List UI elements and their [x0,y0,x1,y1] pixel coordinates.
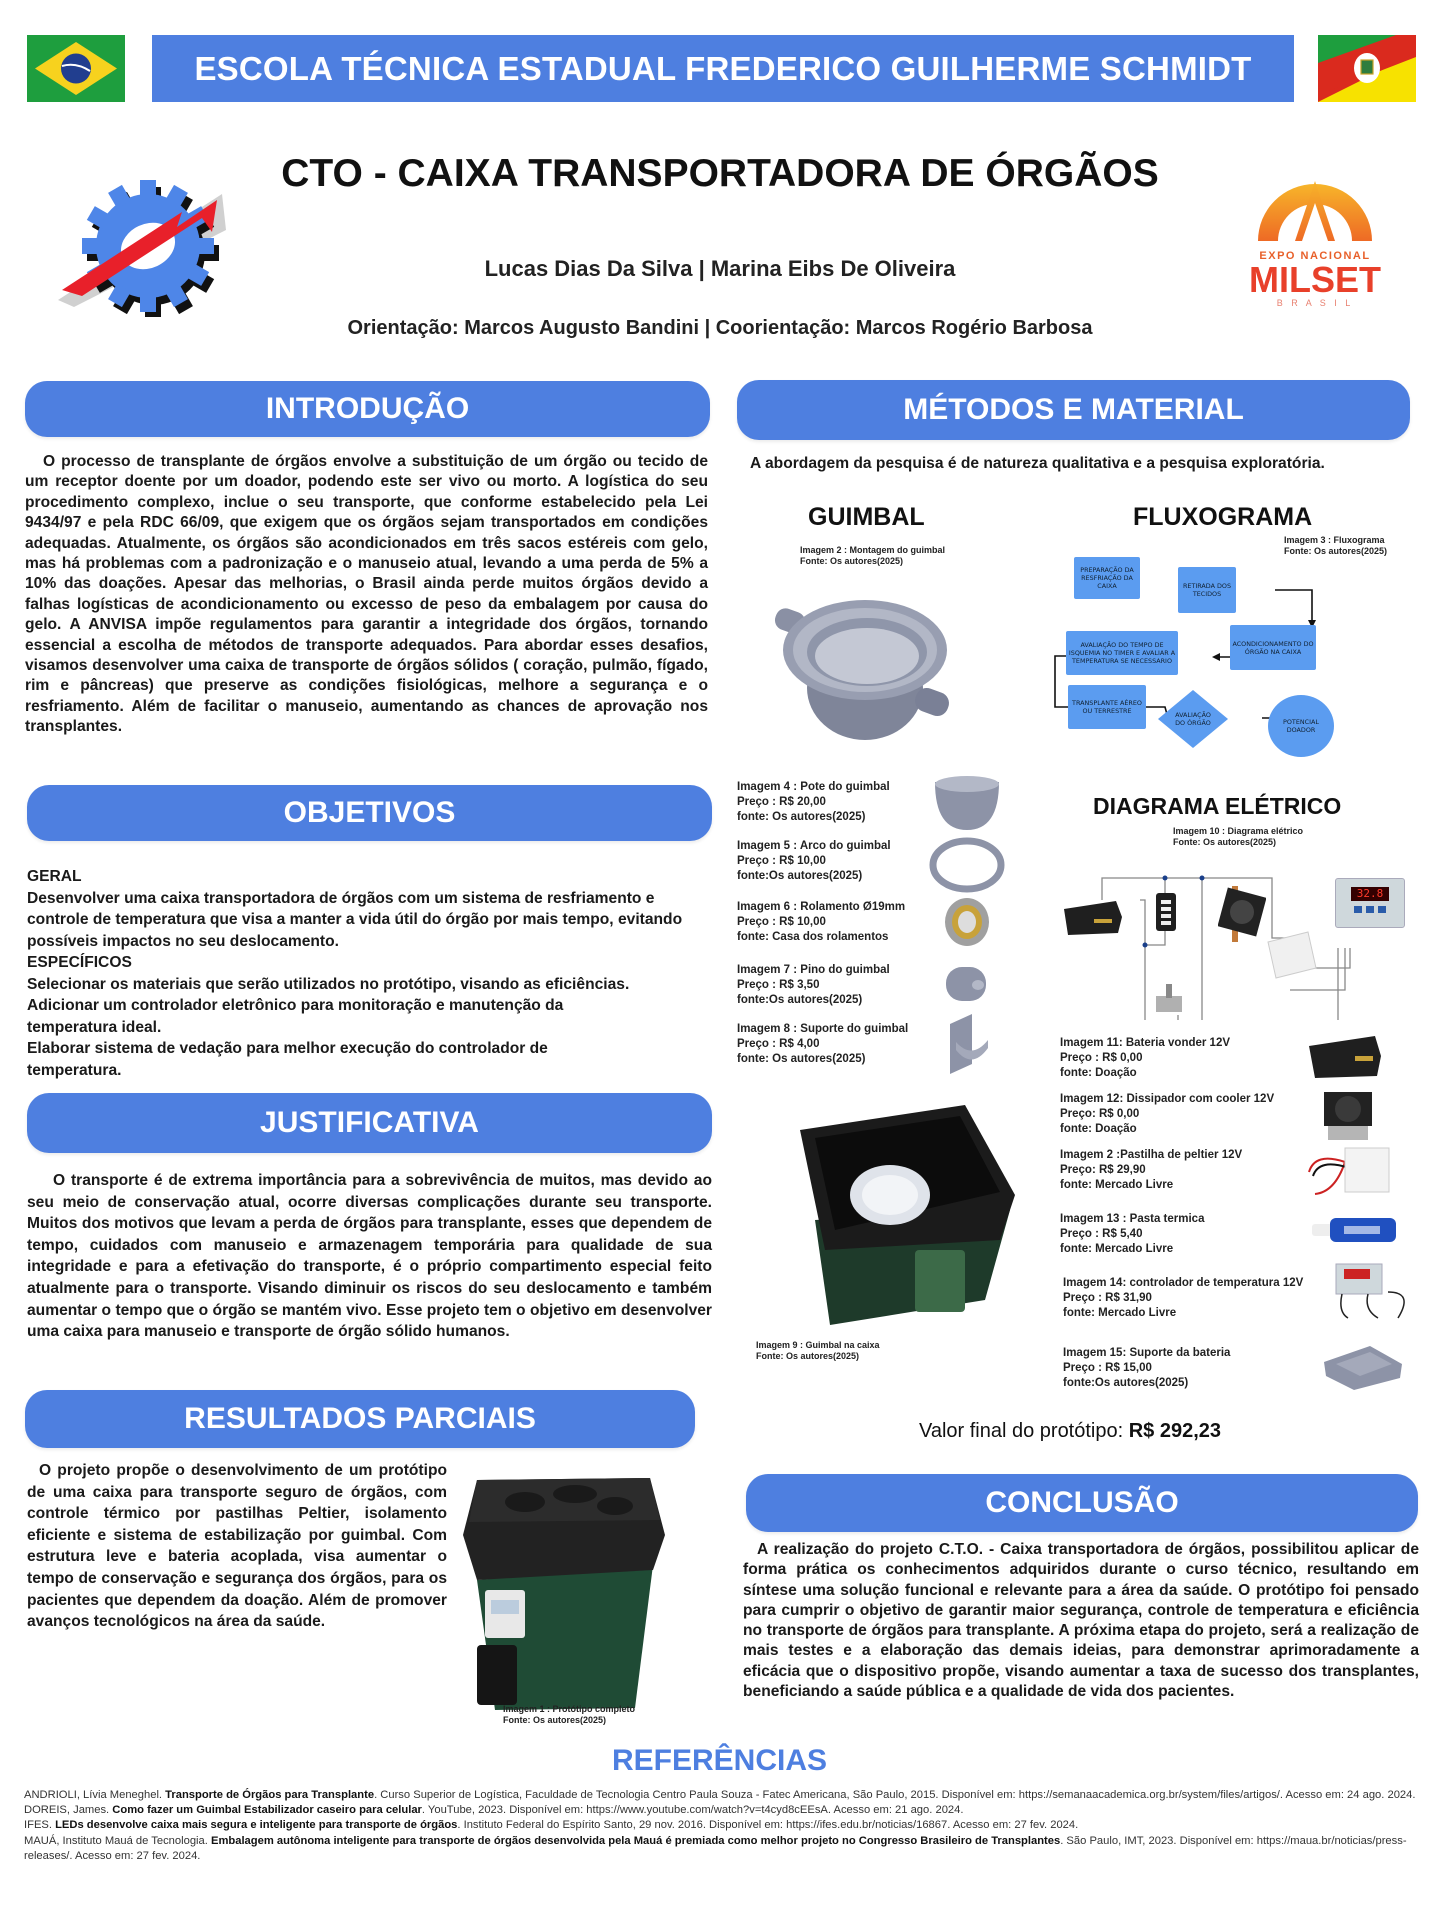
objetivo-especifico: Selecionar os materiais que serão utilizados no protótipo, visando as eficiências. [27,975,630,993]
caption-line: Fonte: Os autores(2025) [800,556,904,566]
controller-button [1354,906,1362,913]
guimbal-heading: GUIMBAL [808,503,925,531]
part-source: fonte: Doação [1060,1067,1137,1079]
milset-sun-icon [1240,165,1390,243]
part-item [1060,1036,1430,1092]
brazil-flag [27,35,125,102]
ref-title: Embalagem autônoma inteligente para transporte de órgãos desenvolvida pela Mauá é premiada como melhor projeto no Congresso Brasileiro de Transplantes [210,1834,1061,1847]
ref-details: . Instituto Federal do Espírito Santo, 29 nov. 2016. Disponível em: https://ifes.edu.br/noticias/16867. Acesso em: 27 fev. 2024. [457,1819,1079,1832]
resultados-body: O projeto propõe o desenvolvimento de um protótipo de uma caixa para transporte seguro de órgãos, com controle térmico por pastilhas Peltier, isolamento eficiente e sistema de estabilização por guimbal. Com estrutura leve e bateria acoplada, visa aumentar o tempo de conservação e segurança dos órgãos, para os pacientes que dependem da doação. Além de promover avanços tecnológicos na área da saúde. [27,1462,447,1631]
final-value-label: Valor final do protótipo: [918,1420,1129,1442]
resultados-text [27,1460,447,1633]
milset-line1: EXPO NACIONAL [1259,250,1371,262]
flow-step: ACONDICIONAMENTO DO ÓRGÃO NA CAIXA [1230,625,1316,670]
flowchart [1040,540,1430,770]
introducao-body: O processo de transplante de órgãos envolve a substituição de um órgão ou tecido de um receptor doente por um doador, podendo este ser vivo ou morto. A logística do seu procedimento complexo, inclue o seu transporte, que conforme estabelecido pela Lei 9434/97 e pela RDC 66/09, que exigem que os órgãos sejam transportados em condições adequadas. Atualmente, os órgãos são acondicionados em três sacos estéreis com gelo, mas há problemas com a padronização e o manuseio atual, levando a uma perda de 5% a 10% das doações. Apesar das melhorias, o Brasil ainda perde muitos órgãos devido a falhas logísticas de acondicionamento ou excesso de peso da embalagem por causa do gelo. A ANVISA impõe regulamentos para garantir a integridade dos órgãos, tornando essencial a escolha de métodos de transporte adequados. Para abordar esses desafios, visamos desenvolver uma caixa de transporte de órgãos sólidos ( coração, pulmão, fígado, rim e pâncreas) que preserve as condições fisiológicas, melhore a segurança e o resfriamento. Além de facilitar o manuseio, aumentando as chances de aprovação nos transplantes. [25,453,708,736]
conclusao-body: A realização do projeto C.T.O. - Caixa transportadora de órgãos, possibilitou aplicar de forma prática os conhecimentos adquiridos durante o curso técnico, resultando em síntese uma solução funcional e relevante para a área da saúde. O protótipo foi pensado para cumprir o objetivo de garantir maior segurança, controle de temperatura e eficiência no transporte de órgãos para transplante. A próxima etapa do projeto, será a realização de mais testes e a elaboração das demais ideias, para demonstrar aprimoradamente a eficácia que o dispositivo propõe, visando aumentar a taxa de sucesso dos transplantes, beneficiando a saúde pública e a qualidade de vida dos pacientes. [743,1541,1419,1701]
conclusao-text [743,1540,1419,1702]
temperature-controller [1335,878,1405,928]
battery-icon [1060,895,1125,937]
justificativa-heading: JUSTIFICATIVA [27,1093,712,1153]
part-title: Imagem 4 : Pote do guimbal [737,781,890,793]
objetivos-geral-text: Desenvolver uma caixa transportadora de órgãos com um sistema de resfriamento e controle de temperatura que visa a manter a vida útil do órgão por mais tempo, evitando possíveis impactos no seu deslocamento. [27,889,683,950]
ref-title: LEDs desenvolve caixa mais segura e inteligente para transporte de órgãos [55,1819,458,1832]
controller-up-button [1366,906,1374,913]
caption-line: Imagem 1 : Protótipo completo [503,1704,636,1714]
part-title: Imagem 14: controlador de temperatura 12V [1063,1277,1304,1289]
objetivos-especificos-label: ESPECÍFICOS [27,954,132,971]
introducao-heading: INTRODUÇÃO [25,381,710,437]
part-source: fonte: Os autores(2025) [737,811,866,823]
pot-render [927,772,1007,834]
part-title: Imagem 12: Dissipador com cooler 12V [1060,1093,1275,1105]
part-title: Imagem 7 : Pino do guimbal [737,964,890,976]
part-title: Imagem 13 : Pasta termica [1060,1213,1205,1225]
part-source: fonte:Os autores(2025) [737,994,863,1006]
caption-line: Fonte: Os autores(2025) [503,1715,607,1725]
ref-author: MAUÁ, Instituto Mauá de Tecnologia. [24,1834,211,1847]
ring-render [927,835,1007,897]
part-price: Preço : R$ 10,00 [737,916,826,928]
rio-grande-do-sul-flag [1318,35,1416,102]
guimbal-parts-list [737,780,1067,1082]
ref-author: ANDRIOLI, Lívia Meneghel. [24,1789,166,1801]
part-source: fonte: Os autores(2025) [737,1053,866,1065]
part-price: Preço: R$ 0,00 [1060,1108,1140,1120]
part-price: Preço : R$ 15,00 [1063,1362,1152,1374]
milset-line3: B R A S I L [1276,298,1354,308]
caption-line: Imagem 9 : Guimbal na caixa [756,1340,880,1350]
part-source: fonte: Mercado Livre [1063,1307,1177,1319]
part-price: Preço: R$ 29,90 [1060,1164,1146,1176]
controller-down-button [1378,906,1386,913]
introducao-text [25,452,708,738]
milset-logo [1240,165,1390,315]
flow-decision [1158,690,1228,748]
part-item [737,780,1067,839]
ref-title: Transporte de Órgãos para Transplante [165,1789,375,1801]
part-price: Preço : R$ 4,00 [737,1038,820,1050]
electric-parts-list [1060,1036,1430,1402]
part-title: Imagem 5 : Arco do guimbal [737,840,891,852]
part-item [1060,1276,1430,1346]
part-source: fonte: Doação [1060,1123,1137,1135]
justificativa-body: O transporte é de extrema importância para a sobrevivência de muitos, mas devido ao seu meio de conservação atual, ocorre diversas complicações durante seu transporte. Muitos dos motivos que levam a perda de órgãos para transplante, esses que dependem de tempo, cuidados com manuseio e armazenagem temporária para qualidade de sua integridade e para a efetivação do transporte, é o próprio compartimento especial feito atualmente para o transporte. Visando diminuir os riscos do seu deslocamento e também aumentar o tempo que o órgão se mantém vivo. Esse projeto tem o objetivo em desenvolver uma caixa para manuseio e transporte de órgão sólido humanos. [27,1172,712,1341]
ref-author: IFES. [24,1819,56,1832]
metodos-intro: A abordagem da pesquisa é de natureza qualitativa e a pesquisa exploratória. [750,455,1325,472]
part-source: fonte:Os autores(2025) [737,870,863,882]
prototype-photo [455,1470,670,1715]
temperature-controller-icon [1328,1262,1418,1326]
part-price: Preço : R$ 5,40 [1060,1228,1143,1240]
caption-line: Fonte: Os autores(2025) [756,1351,860,1361]
justificativa-text [27,1170,712,1343]
final-value-amount: R$ 292,23 [1128,1420,1222,1442]
metodos-heading: MÉTODOS E MATERIAL [737,380,1410,440]
electrical-diagram [1050,840,1430,1020]
fluxograma-heading: FLUXOGRAMA [1133,503,1313,531]
ref-title: Como fazer um Guimbal Estabilizador caseiro para celular [112,1804,422,1817]
part-title: Imagem 11: Bateria vonder 12V [1060,1037,1231,1049]
caption-line: Fonte: Os autores(2025) [1173,837,1277,847]
objetivos-heading: OBJETIVOS [27,785,712,841]
peltier-icon [1260,928,1320,983]
part-title: Imagem 8 : Suporte do guimbal [737,1023,909,1035]
part-price: Preço : R$ 10,00 [737,855,826,867]
guimbal-caption [800,545,945,567]
objetivos-content [27,866,717,1081]
caption-line: Imagem 10 : Diagrama elétrico [1173,826,1304,836]
reference-item [24,1818,1419,1833]
bearing-render [942,896,992,948]
part-item [1060,1092,1430,1148]
authors: Lucas Dias Da Silva | Marina Eibs De Oliveira [484,256,956,281]
heatsink-cooler-icon [1318,1088,1380,1144]
resultados-heading: RESULTADOS PARCIAIS [25,1390,695,1448]
part-title: Imagem 15: Suporte da bateria [1063,1347,1231,1359]
part-source: fonte: Mercado Livre [1060,1179,1174,1191]
pin-render [942,961,992,1007]
toggle-switch-icon [1148,982,1188,1018]
poster-title: CTO - CAIXA TRANSPORTADORA DE ÓRGÃOS [281,152,1159,195]
peltier-tile-icon [1305,1142,1395,1204]
part-title: Imagem 6 : Rolamento Ø19mm [737,901,906,913]
referencias-list [24,1788,1419,1864]
reference-item [24,1803,1419,1818]
diagrama-heading: DIAGRAMA ELÉTRICO [1093,793,1342,819]
guimbal-box-caption [756,1340,880,1362]
ref-details: . YouTube, 2023. Disponível em: https://www.youtube.com/watch?v=t4cyd8cEEsA. Acesso em: 21 ago. 2024. [421,1804,964,1817]
thermal-paste-icon [1310,1214,1400,1246]
part-price: Preço : R$ 3,50 [737,979,820,991]
part-item [737,1022,1067,1082]
part-price: Preço : R$ 20,00 [737,796,826,808]
reference-item [24,1788,1419,1803]
part-item [1060,1148,1430,1212]
referencias-heading: REFERÊNCIAS [611,1744,828,1777]
part-price: Preço : R$ 0,00 [1060,1052,1143,1064]
objetivo-especifico: Adicionar um controlador eletrônico para monitoração e manutenção da temperatura ideal. [27,997,564,1036]
advisors: Orientação: Marcos Augusto Bandini | Coorientação: Marcos Rogério Barbosa [347,317,1093,339]
bracket-render [942,1012,992,1076]
part-item [737,900,1067,963]
prototype-caption [503,1704,635,1726]
part-source: fonte: Casa dos rolamentos [737,931,889,943]
part-price: Preço : R$ 31,90 [1063,1292,1152,1304]
cooler-icon [1218,880,1266,942]
objetivos-geral-label: GERAL [27,868,82,885]
ref-details: . Curso Superior de Logística, Faculdade de Tecnologia Centro Paula Souza - Fatec Americana, São Paulo, 2015. Disponível em: https://semanaacademica.org.br/system/files/artigos/. Acesso em: 24 ago. 2024. [374,1789,1416,1801]
flow-decision-label: AVALIAÇÃO DO ÓRGÃO [1175,711,1211,727]
final-value [740,1420,1400,1443]
battery-mount-icon [1320,1342,1406,1392]
milset-line2: MILSET [1249,259,1381,300]
battery-indicator-icon [1155,892,1177,932]
flow-terminal: POTENCIAL DOADOR [1268,695,1334,757]
flow-step: TRANSPLANTE AÉREO OU TERRESTRE [1068,685,1146,729]
conclusao-heading: CONCLUSÃO [746,1474,1418,1532]
caption-line: Imagem 2 : Montagem do guimbal [800,545,946,555]
part-source: fonte:Os autores(2025) [1063,1377,1189,1389]
part-item [1060,1346,1430,1402]
caption-line: Fonte: Os autores(2025) [1284,546,1388,556]
caption-line: Imagem 3 : Fluxograma [1284,535,1385,545]
vonder-battery-icon [1305,1030,1385,1082]
flow-step: AVALIAÇÃO DO TEMPO DE ISQUEMIA NO TIMER E AVALIAR A TEMPERATURA SE NECESSARIO [1066,631,1178,675]
part-item [737,839,1067,900]
school-banner: ESCOLA TÉCNICA ESTADUAL FREDERICO GUILHERME SCHMIDT [152,35,1294,102]
guimbal-render [765,580,965,745]
battery-icon [477,1645,517,1705]
reference-item [24,1834,1419,1864]
ref-details: . São Paulo, IMT, 2023. Disponível em: https://maua.br/noticias/press-releases/. Acesso em: 27 fev. 2024. [24,1834,1407,1862]
part-title: Imagem 2 :Pastilha de peltier 12V [1060,1149,1243,1161]
part-source: fonte: Mercado Livre [1060,1243,1174,1255]
objetivo-especifico: Elaborar sistema de vedação para melhor execução do controlador de temperatura. [27,1040,548,1079]
controller-display: 32.8 [1351,887,1389,901]
part-item [737,963,1067,1022]
flow-step: PREPARAÇÃO DA RESFRIAÇÃO DA CAIXA [1074,557,1140,599]
flow-step: RETIRADA DOS TECIDOS [1178,567,1236,613]
ref-author: DOREIS, James. [24,1804,113,1817]
guimbal-in-box-photo [795,1100,1020,1330]
